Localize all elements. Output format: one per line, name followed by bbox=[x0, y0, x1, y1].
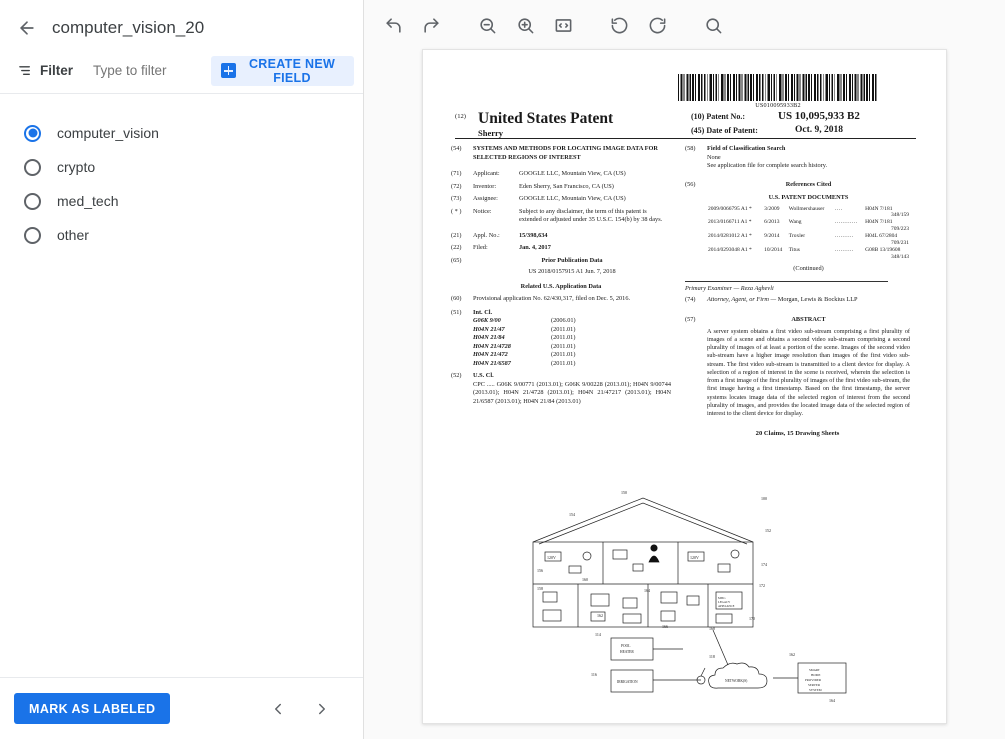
prior-publication-head: Prior Publication Data bbox=[541, 256, 603, 264]
redo-icon bbox=[422, 16, 441, 35]
field-key: Filed: bbox=[473, 244, 488, 251]
field-number: (54) bbox=[451, 145, 462, 152]
undo-icon bbox=[384, 16, 403, 35]
attorney-value: Morgan, Lewis & Bockius LLP bbox=[777, 295, 858, 303]
field-value: 15/398,634 bbox=[519, 231, 548, 239]
svg-text:118: 118 bbox=[709, 654, 715, 659]
patent-inventor-surname: Sherry bbox=[478, 128, 504, 138]
inventor-field bbox=[451, 183, 671, 192]
svg-text:LEGACY: LEGACY bbox=[718, 600, 731, 604]
rotate-left-icon bbox=[610, 16, 629, 35]
int-cl-row bbox=[473, 317, 671, 326]
option-label: med_tech bbox=[57, 193, 119, 209]
filter-bar bbox=[0, 48, 363, 94]
radio-icon[interactable] bbox=[24, 159, 41, 176]
svg-text:SERVER: SERVER bbox=[808, 683, 820, 687]
related-app-head: Related U.S. Application Data bbox=[520, 282, 602, 290]
int-cl-year: (2011.01) bbox=[551, 334, 576, 341]
page-title: computer_vision_20 bbox=[52, 18, 205, 37]
ref-date: 6/2013 bbox=[764, 219, 780, 226]
field-number: (71) bbox=[451, 170, 462, 177]
abstract-head: ABSTRACT bbox=[791, 316, 826, 323]
int-cl-row bbox=[473, 360, 671, 369]
table-row bbox=[707, 219, 910, 226]
int-cl-code: H04N 21/472 bbox=[473, 351, 508, 358]
svg-text:120V: 120V bbox=[690, 555, 699, 560]
option-label: computer_vision bbox=[57, 125, 159, 141]
ref-number: 2009/0066795 A1 * bbox=[708, 205, 752, 212]
svg-text:174: 174 bbox=[761, 562, 767, 567]
abstract-field bbox=[685, 316, 910, 418]
mark-as-labeled-button[interactable]: MARK AS LABELED bbox=[14, 693, 170, 724]
plus-square-icon bbox=[221, 63, 236, 78]
rotate-right-button[interactable] bbox=[640, 8, 674, 42]
int-cl-head: Int. Cl. bbox=[473, 308, 493, 316]
svg-text:156: 156 bbox=[537, 568, 543, 573]
patent-content bbox=[423, 50, 947, 724]
classification-search-value: None bbox=[707, 153, 721, 161]
table-row bbox=[707, 254, 910, 261]
abstract-text: A server system obtains a first video sub-stream comprising a first plurality of images of a scene and obtains a second video sub-stream comprising a second plurality of images of at least a portion of the scene. Images of the second video sub-stream have a higher image resolution than images of the first video sub-stream. The first video sub-stream is transmitted to a client device for display. A selection of a region of interest in the scene is received, wherein the selection is from a first image of the first plurality of images of the first video sub-stream, the first image having a first timestamp. Based on the first timestamp, the server systems locates image data of the selected region of interest from the second plurality of images, and provides the located image data of the selected region of interest to the client device for display. bbox=[707, 327, 910, 417]
option-label: other bbox=[57, 227, 89, 243]
svg-text:170: 170 bbox=[749, 616, 755, 621]
pagination-controls bbox=[265, 696, 349, 722]
svg-text:120V: 120V bbox=[547, 555, 556, 560]
svg-text:162: 162 bbox=[597, 613, 603, 618]
option-computer-vision[interactable] bbox=[0, 116, 363, 150]
attorney-label: Attorney, Agent, or Firm — bbox=[707, 295, 777, 303]
svg-text:154: 154 bbox=[569, 512, 575, 517]
patent-title: SYSTEMS AND METHODS FOR LOCATING IMAGE DATA FOR SELECTED REGIONS OF INTEREST bbox=[473, 145, 658, 161]
sidebar-header bbox=[0, 8, 363, 48]
fit-width-icon bbox=[554, 16, 573, 35]
labeling-sidebar bbox=[0, 0, 364, 739]
int-cl-year: (2011.01) bbox=[551, 359, 576, 367]
classification-search-field bbox=[685, 145, 910, 171]
field-number: (65) bbox=[451, 256, 462, 264]
int-cl-code: H04N 21/4728 bbox=[473, 342, 511, 350]
field-key: Applicant: bbox=[473, 170, 500, 177]
patent-figure bbox=[473, 480, 903, 715]
ref-class: H04N 7/181 bbox=[865, 205, 893, 212]
table-row bbox=[707, 233, 910, 240]
patent-left-column bbox=[451, 145, 671, 410]
field-value: Subject to any disclaimer, the term of this patent is extended or adjusted under 35 U.S.C. 154(b) by 38 days. bbox=[519, 207, 663, 223]
svg-text:172: 172 bbox=[759, 583, 765, 588]
svg-text:POOL: POOL bbox=[621, 644, 631, 648]
label-options-list bbox=[0, 94, 363, 677]
patent-title-field bbox=[451, 145, 671, 162]
references-sub-head: U.S. PATENT DOCUMENTS bbox=[768, 194, 849, 201]
us-cl-field bbox=[451, 372, 671, 406]
patent-page[interactable] bbox=[422, 49, 947, 724]
option-med-tech[interactable] bbox=[0, 184, 363, 218]
field-value: Jan. 4, 2017 bbox=[519, 244, 551, 251]
field-value: Provisional application No. 62/430,317, filed on Dec. 5, 2016. bbox=[473, 295, 631, 302]
field-value: Eden Sherry, San Francisco, CA (US) bbox=[519, 182, 614, 190]
arrow-left-icon bbox=[17, 18, 37, 38]
int-cl-code: G06K 9/00 bbox=[473, 317, 501, 324]
svg-text:166: 166 bbox=[662, 624, 668, 629]
zoom-in-button[interactable] bbox=[508, 8, 542, 42]
svg-text:164: 164 bbox=[644, 588, 650, 593]
table-row bbox=[707, 226, 910, 233]
patent-date-label: (45) Date of Patent: bbox=[691, 126, 758, 135]
table-row bbox=[707, 206, 910, 213]
prior-publication-value: US 2018/0157915 A1 Jun. 7, 2018 bbox=[528, 268, 616, 275]
ref-class: H04N 7/181 bbox=[865, 219, 893, 226]
field-number: (22) bbox=[451, 244, 462, 251]
field-number: (60) bbox=[451, 295, 462, 302]
field-number: (58) bbox=[685, 145, 696, 152]
ref-name: Titus bbox=[788, 246, 800, 253]
create-new-field-label: CREATE NEW FIELD bbox=[248, 56, 336, 85]
filter-label: Filter bbox=[40, 63, 74, 78]
svg-text:SYSTEM: SYSTEM bbox=[809, 688, 822, 692]
prior-publication-field bbox=[451, 257, 671, 277]
field-key: Notice: bbox=[473, 207, 492, 215]
int-cl-row bbox=[473, 334, 671, 343]
int-cl-year: (2011.01) bbox=[551, 351, 576, 358]
int-cl-year: (2011.01) bbox=[551, 342, 576, 350]
int-cl-code: H04N 21/47 bbox=[473, 325, 505, 333]
field-key: Inventor: bbox=[473, 182, 497, 190]
field-key: Appl. No.: bbox=[473, 231, 500, 239]
field-number: (56) bbox=[685, 180, 696, 188]
radio-icon[interactable] bbox=[24, 227, 41, 244]
filter-icon bbox=[18, 63, 33, 78]
notice-field bbox=[451, 208, 671, 225]
svg-text:HOME: HOME bbox=[811, 673, 821, 677]
ref-dots: .......... bbox=[835, 233, 854, 239]
ref-class: H04L 67/2804 bbox=[865, 233, 898, 239]
ref-name: Troxler bbox=[788, 233, 806, 239]
ref-subclass: 348/159 bbox=[890, 212, 909, 219]
chevron-left-icon bbox=[269, 700, 287, 718]
svg-text:162: 162 bbox=[789, 652, 795, 657]
field-value: GOOGLE LLC, Mountain View, CA (US) bbox=[519, 195, 626, 202]
barcode-number: US010095933B2 bbox=[755, 102, 801, 109]
references-table bbox=[707, 206, 910, 261]
patent-date: Oct. 9, 2018 bbox=[795, 125, 844, 135]
fit-width-button[interactable] bbox=[546, 8, 580, 42]
int-cl-field bbox=[451, 309, 671, 369]
header-rule bbox=[455, 138, 916, 139]
table-row bbox=[707, 247, 910, 254]
svg-text:152: 152 bbox=[765, 528, 771, 533]
patent-right-column bbox=[685, 145, 910, 439]
field-number: ( * ) bbox=[451, 207, 462, 215]
svg-text:HEATER: HEATER bbox=[620, 650, 634, 654]
option-label: crypto bbox=[57, 159, 96, 175]
svg-text:NETWORK(S): NETWORK(S) bbox=[725, 679, 748, 683]
create-new-field-button[interactable] bbox=[211, 56, 354, 86]
barcode-image bbox=[678, 74, 878, 101]
radio-icon[interactable] bbox=[24, 125, 41, 142]
ref-date: 10/2014 bbox=[764, 246, 783, 253]
search-icon bbox=[704, 16, 723, 35]
field-number: (57) bbox=[685, 316, 696, 323]
patent-office-title: United States Patent bbox=[478, 110, 614, 127]
previous-document-button[interactable] bbox=[265, 696, 291, 722]
svg-text:168: 168 bbox=[709, 626, 715, 631]
ref-subclass: 348/143 bbox=[890, 253, 909, 260]
field-number: (51) bbox=[451, 308, 462, 316]
svg-text:100: 100 bbox=[761, 496, 767, 501]
attorney-field bbox=[685, 296, 910, 305]
classification-search-note: See application file for complete search history. bbox=[707, 162, 828, 169]
ref-number: 2014/0281012 A1 * bbox=[708, 233, 752, 239]
int-cl-row bbox=[473, 326, 671, 335]
int-cl-row bbox=[473, 351, 671, 360]
svg-text:158: 158 bbox=[537, 586, 543, 591]
field-value: GOOGLE LLC, Mountain View, CA (US) bbox=[519, 170, 626, 177]
classification-search-head: Field of Classification Search bbox=[707, 145, 786, 152]
ref-number: 2014/0293048 A1 * bbox=[708, 246, 752, 253]
svg-text:114: 114 bbox=[595, 632, 601, 637]
zoom-out-button[interactable] bbox=[470, 8, 504, 42]
redo-button[interactable] bbox=[414, 8, 448, 42]
undo-button[interactable] bbox=[376, 8, 410, 42]
field-number: (21) bbox=[451, 231, 462, 239]
zoom-out-icon bbox=[478, 16, 497, 35]
filter-input[interactable] bbox=[91, 62, 211, 79]
ref-name: Wollmershauser bbox=[788, 205, 825, 212]
claims-sheets-line: 20 Claims, 15 Drawing Sheets bbox=[755, 430, 840, 438]
ref-dots: .... bbox=[835, 205, 843, 212]
svg-text:MISC.: MISC. bbox=[718, 596, 727, 600]
us-cl-value: CPC ..... G06K 9/00771 (2013.01); G06K 9/00228 (2013.01); H04N 9/00744 (2013.01); H04N 21/4728 (2013.01); H04N 21/47217 (2013.01); H04N 21/6587 (2013.01); H04N 21/84 (2013.01) bbox=[473, 380, 671, 405]
appl-no-field bbox=[451, 232, 671, 241]
field-number: (72) bbox=[451, 182, 462, 190]
svg-text:116: 116 bbox=[591, 672, 597, 677]
option-crypto[interactable] bbox=[0, 150, 363, 184]
svg-text:164: 164 bbox=[829, 698, 835, 703]
ref-date: 3/2009 bbox=[764, 205, 780, 212]
ref-name: Wang bbox=[788, 219, 802, 226]
applicant-field bbox=[451, 170, 671, 179]
search-button[interactable] bbox=[696, 8, 730, 42]
radio-icon[interactable] bbox=[24, 193, 41, 210]
int-cl-year: (2006.01) bbox=[551, 317, 576, 324]
patent-no-label: (10) Patent No.: bbox=[691, 112, 745, 121]
us-cl-head: U.S. Cl. bbox=[473, 372, 494, 379]
references-continued: (Continued) bbox=[793, 264, 824, 272]
ref-subclass: 709/231 bbox=[890, 239, 909, 246]
int-cl-row bbox=[473, 343, 671, 352]
table-row bbox=[707, 240, 910, 247]
field-key: Assignee: bbox=[473, 195, 498, 202]
viewer-toolbar bbox=[364, 5, 1005, 45]
rotate-right-icon bbox=[648, 16, 667, 35]
ref-subclass: 709/223 bbox=[890, 226, 909, 233]
back-button[interactable] bbox=[10, 11, 44, 45]
filed-field bbox=[451, 244, 671, 253]
zoom-in-icon bbox=[516, 16, 535, 35]
field-number: (74) bbox=[685, 295, 696, 303]
patent-number: US 10,095,933 B2 bbox=[778, 110, 860, 122]
rotate-left-button[interactable] bbox=[602, 8, 636, 42]
chevron-right-icon bbox=[313, 700, 331, 718]
int-cl-year: (2011.01) bbox=[551, 325, 576, 333]
svg-text:150: 150 bbox=[621, 490, 627, 495]
svg-text:IRRIGATION: IRRIGATION bbox=[617, 680, 638, 684]
svg-text:160: 160 bbox=[582, 577, 588, 582]
option-other[interactable] bbox=[0, 218, 363, 252]
ref-dots: ............ bbox=[835, 219, 858, 226]
primary-examiner: Primary Examiner — Reza Aghevli bbox=[685, 285, 774, 292]
filter-label-group bbox=[18, 63, 73, 78]
references-cited-field bbox=[685, 181, 910, 274]
ref-class: G08B 13/19608 bbox=[865, 246, 901, 253]
field-number: (52) bbox=[451, 372, 462, 379]
int-cl-code: H04N 21/84 bbox=[473, 334, 505, 341]
ref-number: 2013/0166711 A1 * bbox=[708, 219, 752, 226]
references-cited-head: References Cited bbox=[785, 180, 832, 188]
examiner-rule bbox=[685, 281, 888, 282]
ref-date: 9/2014 bbox=[764, 233, 780, 239]
kind-code: (12) bbox=[455, 113, 466, 120]
assignee-field bbox=[451, 195, 671, 204]
ref-dots: .......... bbox=[835, 246, 854, 253]
svg-text:SMART: SMART bbox=[809, 668, 820, 672]
related-app-field bbox=[451, 295, 671, 304]
table-row bbox=[707, 212, 910, 219]
int-cl-code: H04N 21/6587 bbox=[473, 359, 511, 367]
field-number: (73) bbox=[451, 195, 462, 202]
svg-text:PROVIDER: PROVIDER bbox=[805, 678, 821, 682]
sidebar-footer bbox=[0, 677, 363, 739]
document-viewer bbox=[364, 0, 1005, 739]
next-document-button[interactable] bbox=[309, 696, 335, 722]
svg-text:APPLIANCE: APPLIANCE bbox=[718, 604, 735, 608]
